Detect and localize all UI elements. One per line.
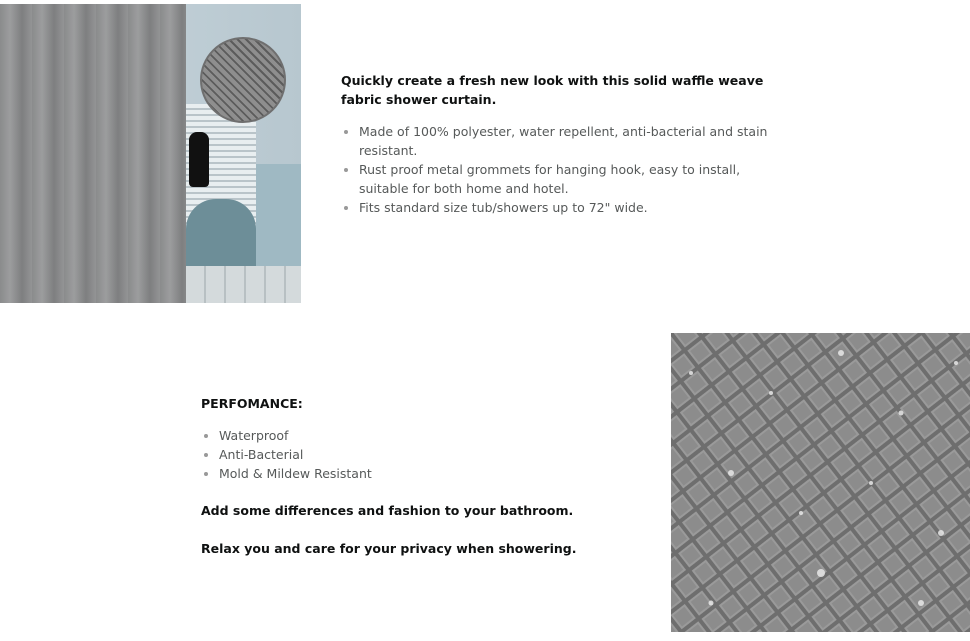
bathroom-wall (256, 164, 301, 274)
performance-heading: PERFOMANCE: (201, 396, 303, 411)
floor (186, 266, 301, 303)
waffle-texture (671, 333, 970, 632)
feature-list (341, 122, 781, 217)
waffle-fabric-closeup-image (671, 333, 970, 632)
curtain (0, 4, 186, 303)
intro-text-block (341, 71, 781, 217)
list-item: Anti-Bacterial (201, 445, 641, 464)
shower-curtain-product-image (0, 4, 301, 303)
list-item: Rust proof metal grommets for hanging hook, easy to install, suitable for both home and hotel. (341, 160, 781, 198)
list-item: Fits standard size tub/showers up to 72" wide. (341, 198, 781, 217)
list-item: Made of 100% polyester, water repellent, anti-bacterial and stain resistant. (341, 122, 781, 160)
tagline-2: Relax you and care for your privacy when showering. (201, 541, 577, 556)
tagline-1: Add some differences and fashion to your bathroom. (201, 503, 574, 518)
vase (189, 132, 209, 187)
bathtub (186, 199, 256, 274)
intro-heading: Quickly create a fresh new look with this solid waffle weave fabric shower curtain. (341, 73, 764, 107)
fabric-detail-inset (200, 37, 286, 123)
performance-text-block (201, 394, 641, 558)
list-item: Mold & Mildew Resistant (201, 464, 641, 483)
performance-list (201, 426, 641, 483)
list-item: Waterproof (201, 426, 641, 445)
